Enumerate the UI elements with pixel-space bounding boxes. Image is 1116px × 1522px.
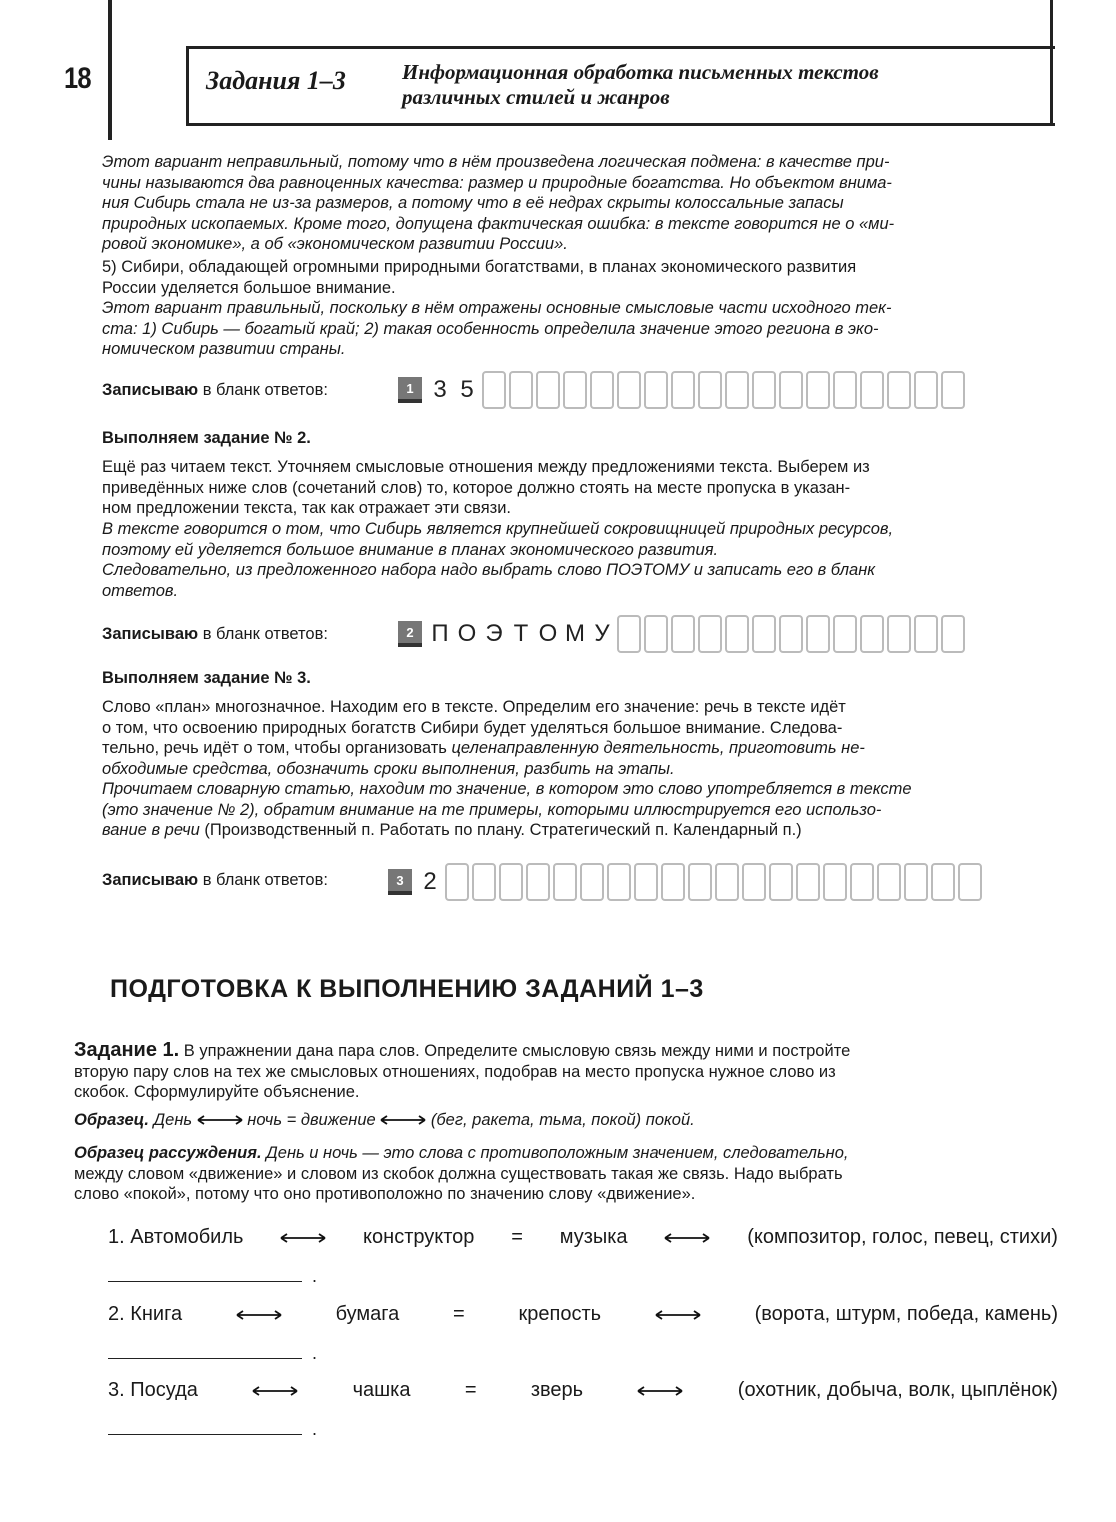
double-arrow-icon: [197, 1115, 243, 1125]
section-title: ПОДГОТОВКА К ВЫПОЛНЕНИЮ ЗАДАНИЙ 1–3: [110, 975, 704, 1003]
text-line: Следовательно, из предложенного набора надо выбрать слово ПОЭТОМУ и записать его в бланк: [102, 561, 876, 579]
text-line: поэтому ей уделяется большое внимание в планах экономического развития.: [102, 540, 719, 559]
double-arrow-icon: [252, 1386, 298, 1396]
answer-cell[interactable]: [806, 615, 830, 653]
record-label: [102, 871, 328, 890]
item-word: 2. Книга: [108, 1303, 183, 1325]
item-word: крепость: [518, 1303, 602, 1325]
answer-form-1: [398, 370, 968, 410]
answer-cell[interactable]: 3: [433, 376, 447, 403]
answer-cell[interactable]: [941, 615, 965, 653]
text-line: [102, 820, 1038, 841]
record-label-bold: Записываю: [102, 625, 199, 643]
exercise-item: [108, 1226, 1058, 1249]
task2-text: [102, 457, 1038, 519]
sample-line: [74, 1110, 1058, 1131]
text-span: вание в речи: [102, 821, 205, 839]
text-span: В упражнении дана пара слов. Определите смысловую связь между ними и постройте: [179, 1042, 851, 1060]
answer-cell[interactable]: [833, 371, 857, 409]
item-word: 3. Посуда: [108, 1379, 198, 1401]
item-word: бумага: [335, 1303, 400, 1325]
double-arrow-icon: [655, 1310, 701, 1320]
task2-heading: Выполняем задание № 2.: [102, 429, 311, 447]
text-line: Этот вариант неправильный, потому что в нём произведена логическая подмена: в качестве при-: [102, 153, 890, 171]
text-line: Этот вариант правильный, поскольку в нём отражены основные смысловые части исходного тек-: [102, 299, 892, 317]
record-label-bold: Записываю: [102, 871, 199, 889]
text-line: вторую пару слов на тех же смысловых отношениях, подобрав на место пропуска нужное слово из: [74, 1062, 836, 1081]
page-number: 18: [64, 62, 91, 95]
answer-number-badge: 3: [388, 869, 412, 895]
task2-explanation: [102, 519, 1038, 601]
item-word: музыка: [559, 1226, 628, 1248]
text-line: (это значение № 2), обратим внимание на те примеры, которыми иллюстрируется его использо-: [102, 800, 882, 819]
text-span: (Производственный п. Работать по плану. Стратегический п. Календарный п.): [204, 821, 802, 839]
answer-cell[interactable]: [860, 615, 884, 653]
item-equals: =: [511, 1226, 523, 1248]
option-5: [102, 257, 1038, 298]
text-line: приведённых ниже слов (сочетаний слов) то, которое должно стоять на месте пропуска в указан-: [102, 478, 851, 497]
text-line: ответов.: [102, 581, 179, 600]
answer-cell[interactable]: [914, 615, 938, 653]
answer-cell[interactable]: [644, 615, 668, 653]
item-word: чашка: [352, 1379, 411, 1401]
answer-cell[interactable]: [806, 371, 830, 409]
answer-cell[interactable]: [904, 863, 928, 901]
text-line: ния Сибирь стала не из-за размеров, а потому что в её недрах скрыты колоссальные запасы: [102, 194, 844, 212]
text-line: между словом «движение» и словом из скобок должна существовать такая же связь. Надо выбрать: [74, 1164, 843, 1183]
text-line: номическом развитии страны.: [102, 340, 346, 358]
answer-cell[interactable]: [715, 863, 739, 901]
answer-cell[interactable]: [941, 371, 965, 409]
text-line: обходимые средства, обозначить сроки выполнения, разбить на этапы.: [102, 759, 675, 778]
double-arrow-icon: [664, 1233, 710, 1243]
record-label-rest: в бланк ответов:: [202, 625, 328, 643]
answer-cell[interactable]: [931, 863, 955, 901]
double-arrow-icon: [236, 1310, 282, 1320]
answer-blank[interactable]: [108, 1281, 302, 1282]
text-span: целенаправленную деятельность, приготовить не-: [451, 739, 865, 757]
text-line: [74, 1040, 1058, 1062]
topic-line: Информационная обработка письменных текстов: [402, 60, 879, 84]
text-line: [74, 1143, 1058, 1164]
double-arrow-icon: [380, 1115, 426, 1125]
topic-title: [402, 60, 879, 110]
answer-cell[interactable]: [499, 863, 523, 901]
answer-cell[interactable]: [688, 863, 712, 901]
answer-cell[interactable]: [590, 371, 614, 409]
item-options: (охотник, добыча, волк, цыплёнок): [737, 1379, 1058, 1401]
answer-cell[interactable]: [742, 863, 766, 901]
item-word: 1. Автомобиль: [108, 1226, 244, 1248]
answer-form-2: [398, 614, 968, 654]
text-span: ночь = движение: [247, 1111, 376, 1129]
wrong-option-analysis: [102, 152, 1038, 255]
task3-text: [102, 697, 1038, 841]
answer-form-3: [388, 862, 985, 902]
topic-line: различных стилей и жанров: [402, 85, 670, 109]
answer-cell[interactable]: Т: [513, 620, 529, 647]
answer-cell[interactable]: [644, 371, 668, 409]
answer-cell[interactable]: П: [431, 620, 449, 647]
correct-option-analysis: [102, 298, 1038, 360]
task-range-title: Задания 1–3: [206, 66, 346, 95]
left-margin-rule: [108, 0, 112, 140]
text-line: В тексте говорится о том, что Сибирь является крупнейшей сокровищницей природных ресурсов,: [102, 520, 894, 538]
text-span: тельно, речь идёт о том, чтобы организовать: [102, 739, 452, 757]
record-label: [102, 625, 328, 644]
text-line: ста: 1) Сибирь — богатый край; 2) такая особенность определила значение этого региона в эко-: [102, 319, 879, 338]
sample-label: Образец.: [74, 1111, 149, 1129]
text-span: День: [153, 1111, 193, 1129]
answer-cell[interactable]: [634, 863, 658, 901]
answer-cell[interactable]: [958, 863, 982, 901]
text-span: (бег, ракета, тьма, покой) покой.: [430, 1111, 695, 1129]
text-line: ном предложении текста, так как отражает эти связи.: [102, 499, 512, 517]
answer-cell[interactable]: М: [565, 620, 585, 647]
answer-cell[interactable]: [563, 371, 587, 409]
text-line: Ещё раз читаем текст. Уточняем смысловые отношения между предложениями текста. Выберем из: [102, 458, 870, 476]
answer-cell[interactable]: [580, 863, 604, 901]
item-word: зверь: [530, 1379, 584, 1401]
answer-cell[interactable]: [887, 615, 911, 653]
period: .: [312, 1419, 318, 1439]
answer-cell[interactable]: О: [457, 620, 477, 647]
reasoning-label: Образец рассуждения.: [74, 1144, 262, 1162]
answer-cell[interactable]: [779, 371, 803, 409]
text-line: природных ископаемых. Кроме того, допущена фактическая ошибка: в тексте говорится не о «ми-: [102, 214, 895, 233]
record-label-rest: в бланк ответов:: [202, 871, 328, 889]
answer-cell[interactable]: [860, 371, 884, 409]
exercise-intro: [74, 1040, 1058, 1103]
answer-cell[interactable]: [823, 863, 847, 901]
record-label-bold: Записываю: [102, 381, 199, 399]
answer-cell[interactable]: [671, 615, 695, 653]
answer-cell[interactable]: О: [538, 620, 558, 647]
answer-cell[interactable]: Э: [485, 620, 503, 647]
answer-cell[interactable]: [698, 371, 722, 409]
text-line: Слово «план» многозначное. Находим его в тексте. Определим его значение: речь в тексте идёт: [102, 698, 846, 716]
answer-cell[interactable]: [850, 863, 874, 901]
answer-cell[interactable]: [698, 615, 722, 653]
item-equals: =: [464, 1379, 477, 1401]
answer-cell[interactable]: [752, 615, 776, 653]
record-label-rest: в бланк ответов:: [202, 381, 328, 399]
item-options: (ворота, штурм, победа, камень): [754, 1303, 1058, 1325]
text-span: День и ночь — это слова с противоположным значением, следовательно,: [261, 1144, 849, 1162]
answer-cell[interactable]: 2: [423, 868, 437, 895]
answer-cell[interactable]: У: [594, 620, 610, 647]
answer-cell[interactable]: [617, 615, 641, 653]
text-line: России уделяется большое внимание.: [102, 278, 396, 297]
exercise-item: [108, 1379, 1058, 1402]
answer-cell[interactable]: [526, 863, 550, 901]
task3-heading: Выполняем задание № 3.: [102, 669, 311, 687]
text-line: чины называются два равноценных качества: размер и природные богатства. Но объектом внима-: [102, 173, 892, 192]
answer-cell[interactable]: [779, 615, 803, 653]
answer-cell[interactable]: [887, 371, 911, 409]
period: .: [312, 1266, 318, 1286]
reasoning-sample: [74, 1143, 1058, 1205]
item-word: конструктор: [363, 1226, 475, 1248]
answer-cell[interactable]: [877, 863, 901, 901]
answer-cell[interactable]: [661, 863, 685, 901]
answer-cell[interactable]: [671, 371, 695, 409]
text-line: Прочитаем словарную статью, находим то значение, в котором это слово употребляется в тексте: [102, 780, 912, 798]
answer-cell[interactable]: [617, 371, 641, 409]
answer-cell[interactable]: [725, 371, 749, 409]
answer-cell[interactable]: [472, 863, 496, 901]
answer-cell[interactable]: [536, 371, 560, 409]
exercise-item: [108, 1303, 1058, 1326]
answer-blank[interactable]: [108, 1358, 302, 1359]
answer-cell[interactable]: [482, 371, 506, 409]
double-arrow-icon: [280, 1233, 326, 1243]
text-line: 5) Сибири, обладающей огромными природными богатствами, в планах экономического развития: [102, 258, 857, 276]
record-label: [102, 381, 328, 400]
answer-cell[interactable]: [445, 863, 469, 901]
answer-cell[interactable]: [833, 615, 857, 653]
answer-blank[interactable]: [108, 1434, 302, 1435]
answer-cell[interactable]: [914, 371, 938, 409]
text-line: слово «покой», потому что оно противоположно по значению слову «движение».: [74, 1185, 696, 1203]
text-line: о том, что освоению природных богатств Сибири будет уделяться большое внимание. Следова-: [102, 718, 843, 737]
item-equals: =: [453, 1303, 465, 1325]
answer-number-badge: 2: [398, 621, 422, 647]
answer-cell[interactable]: [553, 863, 577, 901]
answer-number-badge: 1: [398, 377, 422, 403]
item-options: (композитор, голос, певец, стихи): [747, 1226, 1058, 1248]
text-line: [102, 738, 1038, 759]
answer-cell[interactable]: [769, 863, 793, 901]
text-line: скобок. Сформулируйте объяснение.: [74, 1083, 360, 1101]
exercise-label: Задание 1.: [74, 1039, 180, 1061]
answer-cell[interactable]: [752, 371, 776, 409]
period: .: [312, 1343, 318, 1363]
answer-cell[interactable]: 5: [460, 376, 474, 403]
answer-cell[interactable]: [509, 371, 533, 409]
answer-cell[interactable]: [796, 863, 820, 901]
double-arrow-icon: [637, 1386, 683, 1396]
text-line: ровой экономике», а об «экономическом развитии России».: [102, 235, 568, 253]
answer-cell[interactable]: [607, 863, 631, 901]
answer-cell[interactable]: [725, 615, 749, 653]
